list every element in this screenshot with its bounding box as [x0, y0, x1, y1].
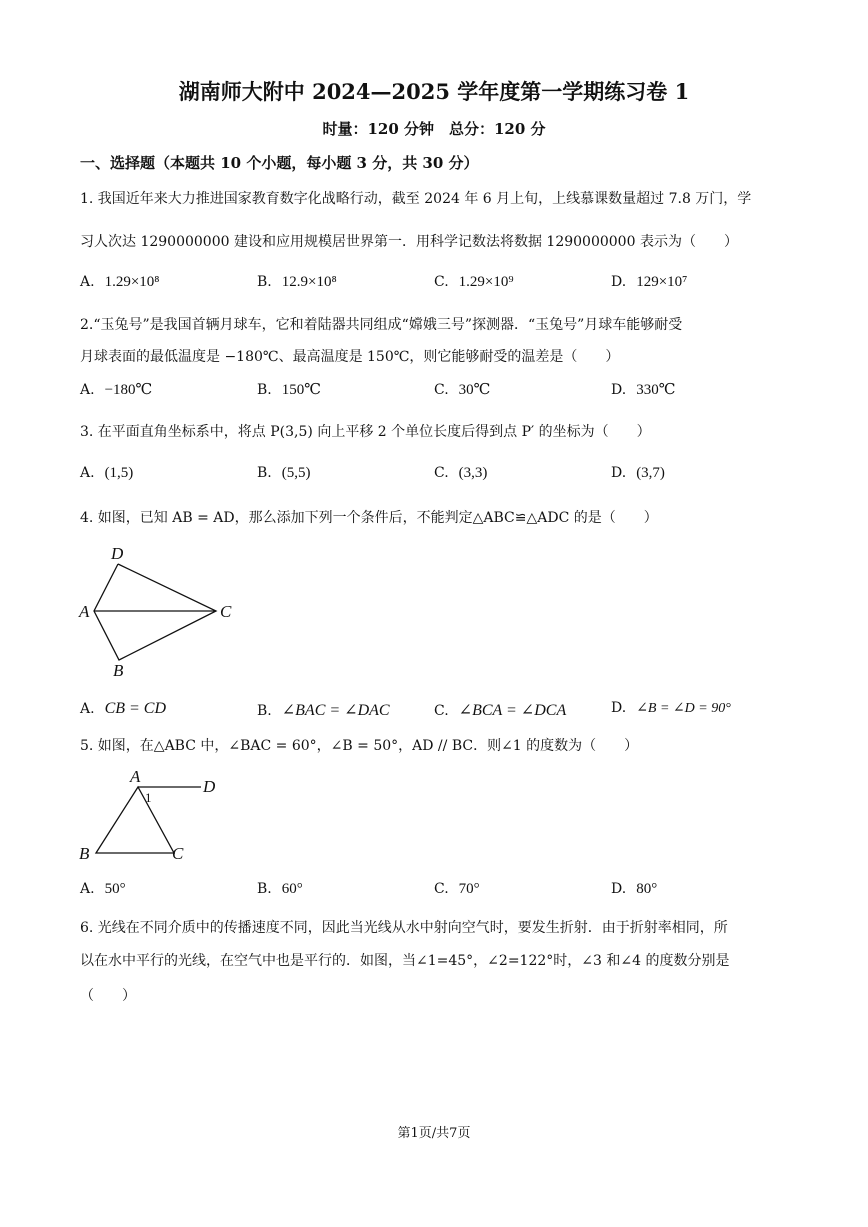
q5-angle-1-label: 1 — [145, 790, 152, 805]
question-4-line-1: 4. 如图，已知 AB = AD，那么添加下列一个条件后，不能判定△ABC≌△ADC 的是（ ） — [80, 510, 658, 526]
question-2-option-a: A. −180℃ — [80, 382, 153, 398]
question-5-option-a: A. 50° — [80, 881, 126, 897]
question-1-option-a: A. 1.29×10⁸ — [80, 274, 160, 290]
question-6-line-2: 以在水中平行的光线，在空气中也是平行的．如图，当∠1=45°，∠2=122°时，∠3 和∠4 的度数分别是 — [80, 953, 730, 969]
question-1-line-1: 1. 我国近年来大力推进国家教育数字化战略行动，截至 2024 年 6 月上旬，上线慕课数量超过 7.8 万门，学 — [80, 191, 752, 207]
question-2-option-c: C. 30℃ — [434, 382, 491, 398]
section-heading: 一、选择题（本题共 10 个小题，每小题 3 分，共 30 分） — [80, 154, 479, 172]
q5-label-a: A — [130, 767, 141, 786]
question-4-option-b: B. ∠BAC = ∠DAC — [257, 702, 390, 719]
q4-label-a: A — [79, 602, 90, 621]
question-1-option-d: D. 129×10⁷ — [611, 274, 688, 290]
question-4-option-a: A. CB = CD — [80, 700, 167, 717]
question-1-option-c: C. 1.29×10⁹ — [434, 274, 514, 290]
question-1-line-2: 习人次达 1290000000 建设和应用规模居世界第一．用科学记数法将数据 1290000000 表示为（ ） — [80, 234, 738, 250]
question-5-figure — [76, 765, 226, 870]
q5-label-d: D — [203, 777, 216, 796]
q5-label-c: C — [172, 844, 184, 863]
question-5-line-1: 5. 如图，在△ABC 中，∠BAC = 60°，∠B = 50°，AD // BC．则∠1 的度数为（ ） — [80, 738, 639, 754]
q4-label-c: C — [220, 602, 232, 621]
question-3-option-d: D. (3,7) — [611, 465, 665, 481]
question-6-line-1: 6. 光线在不同介质中的传播速度不同，因此当光线从水中射向空气时，要发生折射．由于折射率相同，所 — [80, 920, 728, 936]
exam-info: 时量：120 分钟 总分：120 分 — [322, 120, 546, 138]
question-2-line-1: 2.“玉兔号”是我国首辆月球车，它和着陆器共同组成“嫦娥三号”探测器．“玉兔号”月球车能够耐受 — [80, 317, 683, 333]
q4-label-b: B — [113, 661, 124, 680]
question-5-option-b: B. 60° — [257, 881, 303, 897]
question-6-line-3: （ ） — [80, 988, 136, 1004]
page-footer: 第1页/共7页 — [397, 1126, 471, 1141]
question-5-option-c: C. 70° — [434, 881, 480, 897]
question-3-option-b: B. (5,5) — [257, 465, 311, 481]
q5-triangle-abc — [96, 787, 174, 853]
question-3-option-c: C. (3,3) — [434, 465, 488, 481]
q4-label-d: D — [111, 544, 124, 563]
question-3-line-1: 3. 在平面直角坐标系中，将点 P(3,5) 向上平移 2 个单位长度后得到点 P′ 的坐标为（ ） — [80, 424, 651, 440]
question-2-option-b: B. 150℃ — [257, 382, 322, 398]
page-title: 湖南师大附中 2024—2025 学年度第一学期练习卷 1 — [178, 79, 690, 104]
question-4-figure — [76, 540, 246, 685]
q4-kite-outline — [94, 564, 216, 660]
question-2-option-d: D. 330℃ — [611, 382, 676, 398]
q5-label-b: B — [79, 844, 90, 863]
question-3-option-a: A. (1,5) — [80, 465, 134, 481]
question-5-option-d: D. 80° — [611, 881, 658, 897]
question-4-option-c: C. ∠BCA = ∠DCA — [434, 702, 567, 719]
question-1-option-b: B. 12.9×10⁸ — [257, 274, 337, 290]
question-2-line-2: 月球表面的最低温度是 −180℃、最高温度是 150℃，则它能够耐受的温差是（ ） — [80, 349, 620, 365]
question-4-option-d: D. ∠B = ∠D = 90° — [611, 700, 731, 716]
